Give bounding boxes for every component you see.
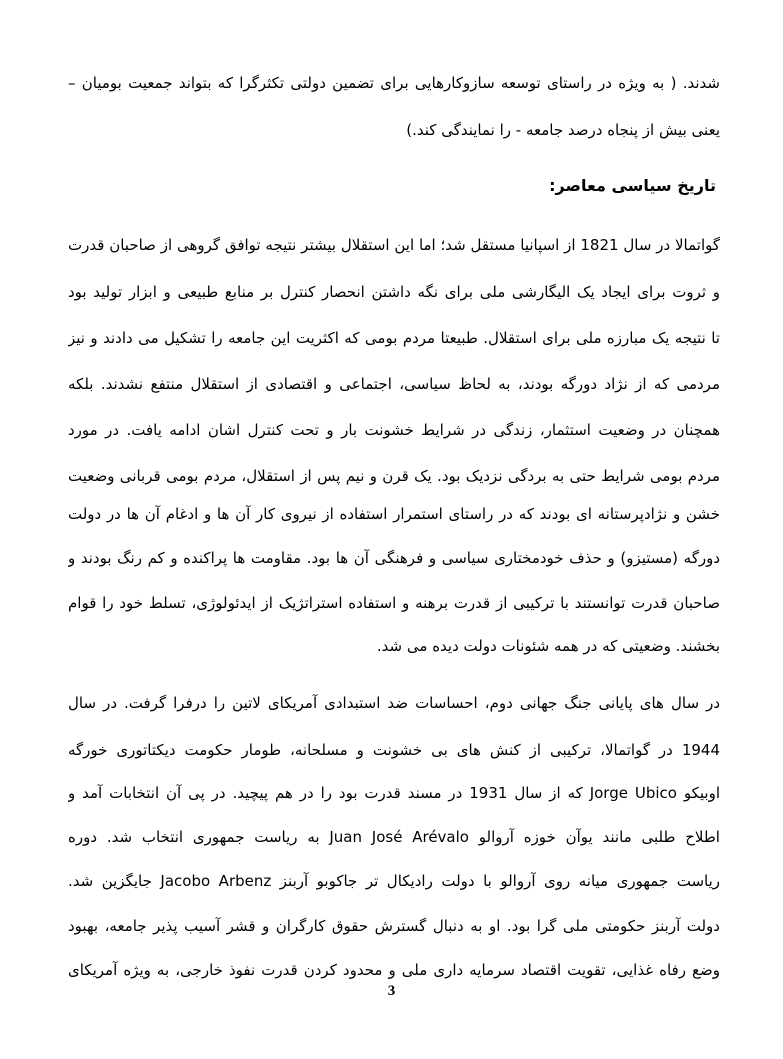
body-text-line: بخشند. وضعیتی که در همه شئونات دولت دیده می شد.	[376, 637, 720, 655]
body-text-line: صاحبان قدرت توانستند با ترکیبی از قدرت برهنه و استفاده استراتژیک از ایدئولوژی، تسلط خود را قوام	[68, 594, 720, 612]
body-text-line: دورگه (مستیزو) و حذف خودمختاری سیاسی و فرهنگی آن ها بود. مقاومت ها پراکنده و کم رنگ بودند و	[68, 549, 720, 567]
body-text-line: همچنان در وضعیت استثمار، زندگی در شرایط خشونت بار و تحت کنترل اشان ادامه یافت. در مورد	[68, 421, 720, 439]
body-text-line: خشن و نژادپرستانه ای بودند که در راستای استمرار استفاده از نیروی کار آن ها و ادغام آن ها در دولت	[68, 505, 720, 523]
body-text-line: دولت آربنز حکومتی ملی گرا بود. او به دنبال گسترش حقوق کارگران و قشر آسیب پذیر جامعه، بهبود	[68, 917, 720, 935]
page-number: 3	[387, 983, 396, 999]
body-text-line: اوبیکو Jorge Ubico که از سال 1931 در مسند قدرت بود را در هم پیچید. در پی آن انتخابات آمد و	[68, 784, 720, 802]
body-text-line: مردمی که از نژاد دورگه بودند، به لحاظ سیاسی، اجتماعی و اقتصادی از استقلال منتفع نشدند. بلکه	[68, 375, 720, 393]
body-text-line: تا نتیجه یک مبارزه ملی برای استقلال. طبیعتا مردم بومی که اکثریت این جامعه را تشکیل می دادند و نیز	[68, 329, 720, 347]
body-text-line: اطلاح طلبی مانند یوآن خوزه آروالو Juan José Arévalo به ریاست جمهوری انتخاب شد. دوره	[68, 828, 720, 846]
body-text-line: گواتمالا در سال 1821 از اسپانیا مستقل شد؛ اما این استقلال بیشتر نتیجه توافق گروهی از صاحبان قدرت	[68, 236, 720, 254]
section-heading: تاریخ سیاسی معاصر:	[549, 176, 716, 195]
body-text-line: ریاست جمهوری میانه روی آروالو با دولت رادیکال تر جاکوبو آربنز Jacobo Arbenz جایگزین شد.	[68, 872, 720, 890]
body-text-line: وضع رفاه غذایی، تقویت اقتصاد سرمایه داری ملی و محدود کردن قدرت نفوذ خارجی، به ویژه آمریکای	[68, 961, 720, 979]
body-text-line: مردم بومی شرایط حتی به بردگی نزدیک بود. یک قرن و نیم پس از استقلال، مردم بومی قربانی وضعیت	[68, 467, 720, 485]
body-text-line: یعنی بیش از پنجاه درصد جامعه - را نمایندگی کند.)	[406, 121, 720, 139]
body-text-line: 1944 در گواتمالا، ترکیبی از کنش های بی خشونت و مسلحانه، طومار حکومت دیکتاتوری خورگه	[68, 741, 720, 759]
body-text-line: شدند. ( به ویژه در راستای توسعه سازوکارهایی برای تضمین دولتی تکثرگرا که بتواند جمعیت بومیان –	[68, 74, 720, 92]
body-text-line: در سال های پایانی جنگ جهانی دوم، احساسات ضد استبدادی آمریکای لاتین را درفرا گرفت. در سال	[68, 694, 720, 712]
body-text-line: و ثروت برای ایجاد یک الیگارشی ملی برای نگه داشتن انحصار کنترل بر منابع طبیعی و ابزار تولید بود	[68, 283, 720, 301]
